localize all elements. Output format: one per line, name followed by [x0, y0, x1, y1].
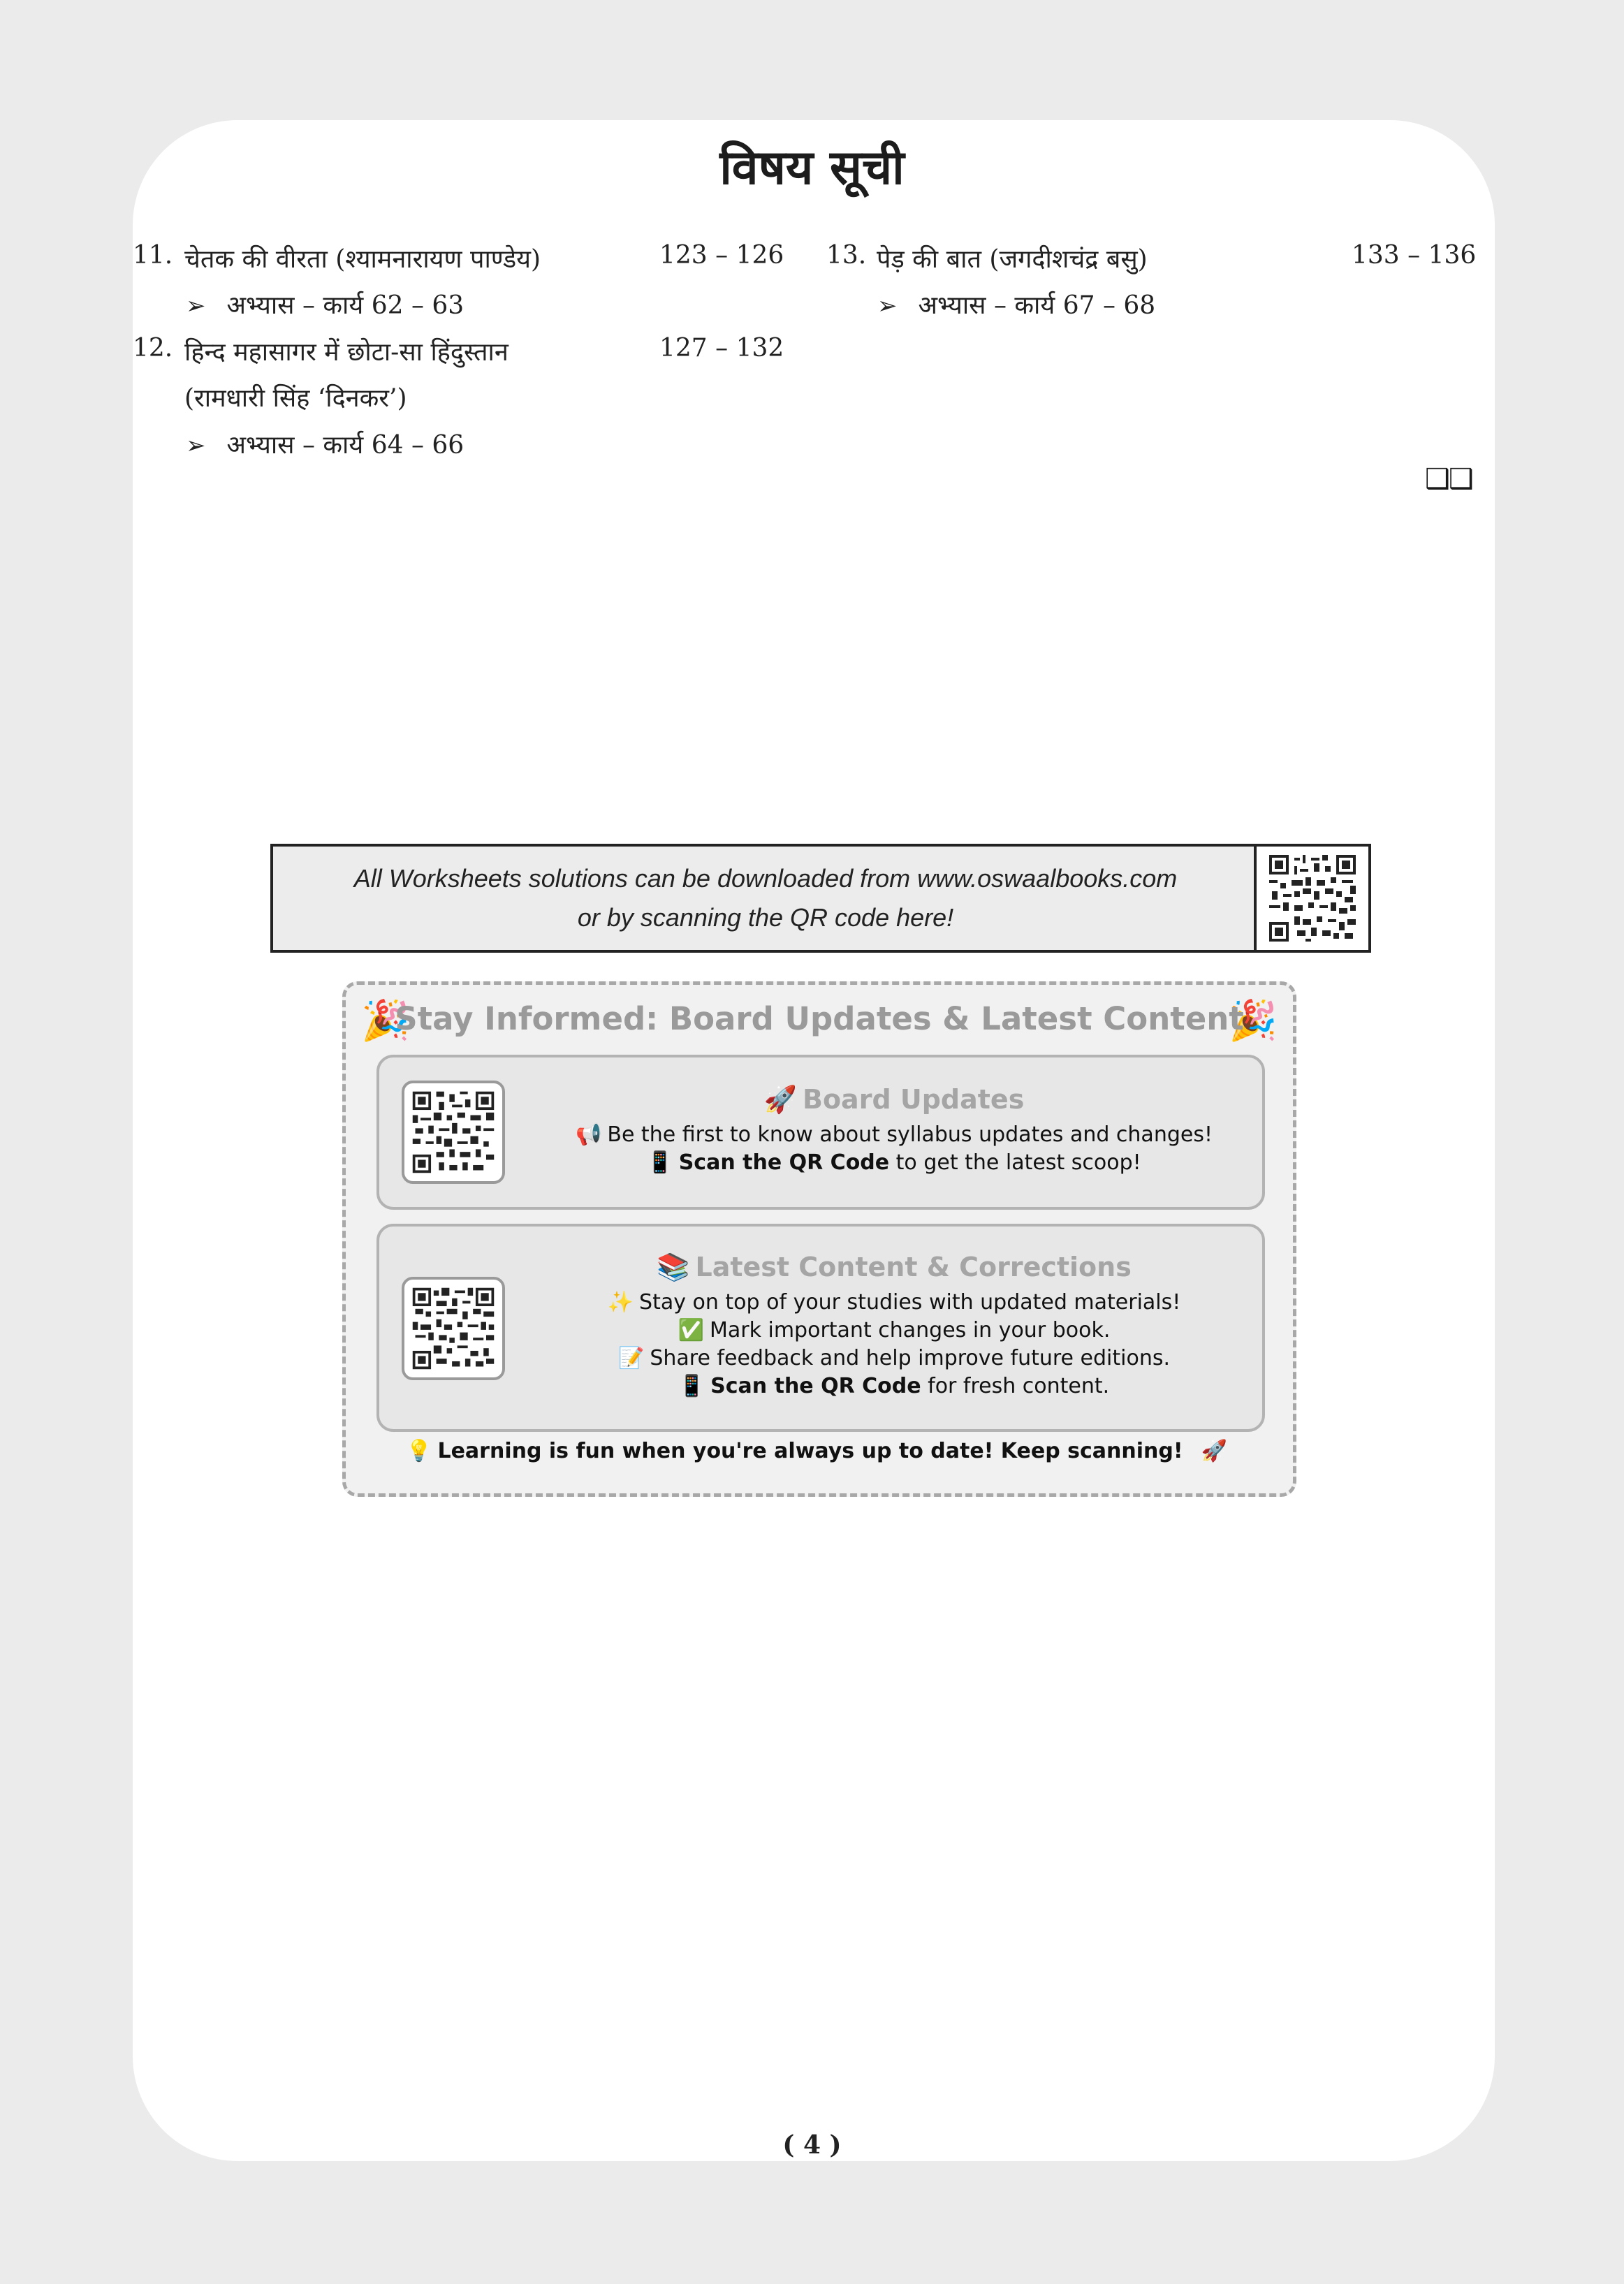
books-icon: 📚 — [657, 1252, 690, 1282]
rocket-icon: 🚀 — [1201, 1439, 1227, 1463]
arrow-icon: ➢ — [186, 432, 206, 460]
toc-exercise: ➢ अभ्यास – कार्य 67 – 68 — [877, 291, 1156, 320]
board-updates-line-2: 📱 Scan the QR Code to get the latest scoop! — [540, 1149, 1248, 1177]
toc-exercise: ➢ अभ्यास – कार्य 62 – 63 — [186, 291, 464, 320]
stay-informed-footer: 💡 Learning is fun when you're always up to date! Keep scanning! 🚀 — [406, 1439, 1227, 1463]
arrow-icon: ➢ — [186, 292, 206, 320]
toc-number: 12. — [133, 334, 173, 363]
megaphone-icon: 📢 — [576, 1122, 602, 1147]
toc-pages: 127 – 132 — [659, 334, 784, 363]
latest-content-card — [376, 1224, 1265, 1432]
toc-number: 13. — [826, 241, 867, 270]
latest-content-qr-code[interactable] — [402, 1277, 505, 1380]
sparkles-icon: ✨ — [607, 1290, 634, 1315]
page-number: ( 4 ) — [782, 2130, 842, 2160]
qr-code-icon — [410, 1285, 497, 1372]
latest-content-line-4: 📱 Scan the QR Code for fresh content. — [540, 1372, 1248, 1400]
latest-content-line-1: ✨ Stay on top of your studies with updated materials! — [540, 1289, 1248, 1317]
worksheets-line-2: or by scanning the QR code here! — [577, 903, 954, 932]
stay-informed-panel — [342, 981, 1296, 1497]
phone-icon: 📱 — [647, 1150, 673, 1175]
toc-title: हिन्द महासागर में छोटा-सा हिंदुस्तान — [184, 338, 509, 367]
worksheets-line-1: All Worksheets solutions can be downloaded from www.oswaalbooks.com — [353, 864, 1178, 893]
toc-pages: 123 – 126 — [659, 241, 784, 270]
latest-content-line-3: 📝 Share feedback and help improve future editions. — [540, 1345, 1248, 1372]
worksheets-text — [273, 847, 1258, 950]
page-title: विषय सूची — [719, 140, 905, 196]
light-bulb-icon: 💡 — [406, 1439, 432, 1463]
worksheets-notice — [270, 844, 1371, 953]
qr-code-icon — [410, 1089, 497, 1176]
rocket-icon: 🚀 — [763, 1084, 797, 1115]
qr-code-icon — [1266, 852, 1359, 944]
board-updates-card — [376, 1055, 1265, 1210]
board-updates-qr-code[interactable] — [402, 1081, 505, 1184]
phone-icon: 📱 — [678, 1374, 705, 1398]
board-updates-content — [540, 1084, 1248, 1177]
worksheets-qr-code[interactable] — [1254, 847, 1368, 950]
board-updates-line-1: 📢 Be the first to know about syllabus updates and changes! — [540, 1121, 1248, 1149]
toc-pages: 133 – 136 — [1352, 241, 1477, 270]
toc-exercise: ➢ अभ्यास – कार्य 64 – 66 — [186, 431, 464, 460]
toc-title: पेड़ की बात (जगदीशचंद्र बसु) — [877, 245, 1148, 274]
toc-title: चेतक की वीरता (श्यामनारायण पाण्डेय) — [184, 245, 541, 274]
latest-content-content — [540, 1252, 1248, 1400]
toc-entry-11 — [133, 241, 541, 274]
party-popper-icon: 🎉 — [1229, 998, 1278, 1044]
latest-content-heading: 📚 Latest Content & Corrections — [657, 1252, 1132, 1282]
toc-number: 11. — [133, 241, 173, 270]
check-box-icon: ✅ — [678, 1318, 704, 1342]
arrow-icon: ➢ — [877, 292, 898, 320]
stay-informed-title: Stay Informed: Board Updates & Latest Content — [395, 1000, 1244, 1037]
end-mark: ❑❑ — [1425, 463, 1472, 495]
toc-entry-12 — [133, 334, 509, 367]
party-popper-icon: 🎉 — [361, 998, 410, 1044]
latest-content-line-2: ✅ Mark important changes in your book. — [540, 1317, 1248, 1345]
toc-title-continued: (रामधारी सिंह ‘दिनकर’) — [184, 384, 407, 413]
toc-entry-13 — [826, 241, 1148, 274]
board-updates-heading: 🚀 Board Updates — [763, 1084, 1025, 1115]
memo-icon: 📝 — [617, 1346, 645, 1370]
